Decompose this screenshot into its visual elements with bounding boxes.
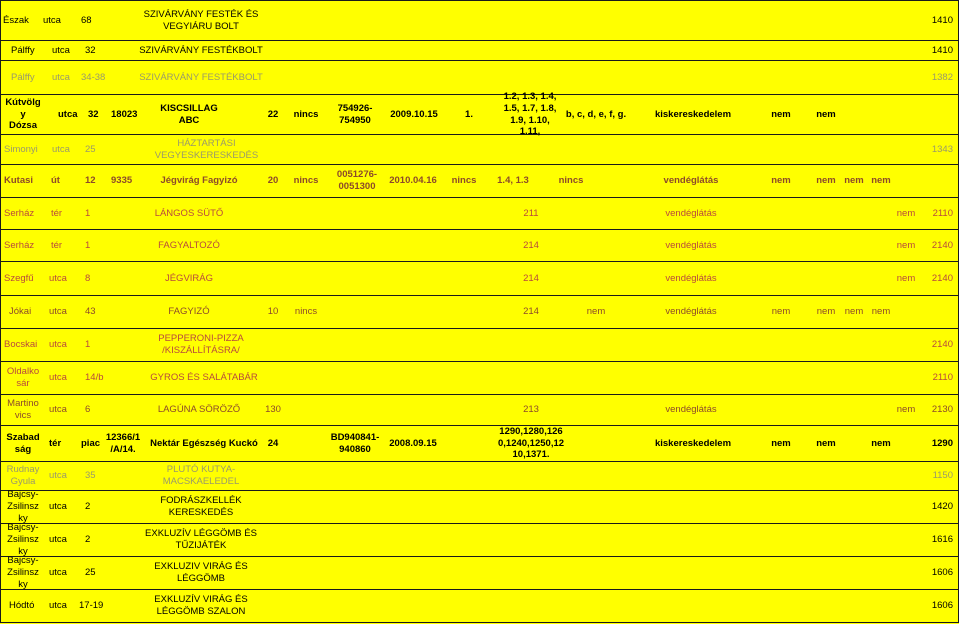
table-cell: 214 — [523, 272, 539, 284]
table-cell: 213 — [523, 404, 539, 416]
table-cell: nincs — [294, 306, 318, 318]
table-cell: nincs — [293, 175, 319, 187]
table-cell: SZIVÁRVÁNY FESTÉK ÉS VEGYIÁRU BOLT — [143, 8, 259, 32]
table-cell: nem — [844, 175, 864, 187]
table-cell: 1410 — [931, 44, 953, 56]
table-cell: 34-38 — [81, 71, 106, 83]
table-cell: Bajcsy- Zsilinsz ky — [7, 522, 39, 557]
table-cell: 1343 — [931, 143, 953, 155]
table-cell: 1606 — [931, 567, 953, 579]
table-cell: PEPPERONI-PIZZA /KISZÁLLÍTÁSRA/ — [158, 333, 244, 356]
table-row — [0, 198, 959, 230]
table-row — [0, 557, 959, 590]
table-cell: utca — [52, 143, 70, 155]
table-row — [0, 135, 959, 165]
table-cell: utca — [49, 404, 67, 416]
table-cell: 1.2, 1.3, 1.4, 1.5, 1.7, 1.8, 1.9, 1.10, 1.11, — [503, 90, 557, 138]
table-cell: LÁNGOS SÜTŐ — [154, 207, 224, 219]
table-cell: 1150 — [932, 470, 953, 482]
table-cell: nincs — [293, 108, 319, 120]
table-cell: Bajcsy- Zsilinsz ky — [7, 555, 39, 590]
table-cell: LAGÚNA SÖRÖZŐ — [157, 404, 241, 416]
table-cell: Rudnay Gyula — [6, 464, 40, 487]
table-cell: 1 — [85, 339, 91, 351]
table-cell: BD940841- 940860 — [330, 431, 380, 455]
table-row — [0, 462, 959, 491]
table-row — [0, 262, 959, 296]
table-cell: 1420 — [931, 501, 953, 513]
table-cell: b, c, d, e, f, g. — [565, 108, 627, 120]
table-row — [0, 590, 959, 623]
table-cell: nem — [896, 239, 916, 251]
table-cell: 1.4, 1.3 — [497, 175, 529, 187]
table-cell: Kutasi — [4, 175, 34, 187]
table-cell: 2 — [85, 501, 91, 513]
table-cell: utca — [49, 501, 67, 513]
table-cell: 32 — [88, 108, 99, 120]
table-row — [0, 426, 959, 462]
table-cell: 214 — [523, 239, 539, 251]
table-cell: Szabad ság — [6, 431, 40, 455]
table-cell: 17-19 — [79, 600, 104, 612]
table-row — [0, 165, 959, 198]
table-cell: Martino vics — [7, 398, 39, 421]
table-cell: 1410 — [931, 14, 953, 26]
table-cell: nem — [771, 437, 791, 449]
table-cell: 68 — [81, 14, 92, 26]
table-cell: nem — [871, 306, 891, 318]
table-cell: Simonyi — [4, 143, 38, 155]
table-cell: Jégvirág Fagyizó — [160, 175, 238, 187]
table-cell: Kútvölg y Dózsa — [5, 96, 41, 132]
table-cell: vendéglátás — [665, 207, 717, 219]
table-cell: nem — [896, 404, 916, 416]
table-cell: nem — [844, 306, 864, 318]
table-cell: 2130 — [931, 404, 953, 416]
table-cell: út — [51, 175, 60, 187]
table-cell: 214 — [523, 306, 539, 318]
table-cell: 14/b — [85, 372, 104, 384]
table-cell: 2140 — [931, 339, 953, 351]
table-cell: 1290 — [931, 437, 953, 449]
table-cell: 32 — [85, 44, 96, 56]
table-cell: 24 — [267, 437, 279, 449]
table-cell: Pálffy — [11, 71, 35, 83]
table-cell: GYROS ÉS SALÁTABÁR — [150, 372, 258, 384]
table-cell: nem — [586, 306, 606, 318]
table-cell: KISCSILLAG ABC — [160, 102, 218, 126]
table-cell: Bocskai — [4, 339, 38, 351]
table-cell: utca — [49, 306, 67, 318]
table-cell: Serház — [4, 207, 35, 219]
table-cell: nincs — [451, 175, 477, 187]
table-cell: nem — [896, 272, 916, 284]
table-cell: 1. — [465, 108, 473, 120]
table-cell: 1616 — [931, 534, 953, 546]
table-cell: 20 — [267, 175, 279, 187]
table-cell: 211 — [523, 207, 539, 219]
table-cell: 25 — [85, 143, 96, 155]
table-cell: utca — [52, 44, 70, 56]
table-cell: Pálffy — [11, 44, 35, 56]
table-cell: 2008.09.15 — [389, 437, 437, 449]
table-cell: EXKLUZÍV LÉGGÖMB ÉS TŰZIJÁTÉK — [145, 528, 257, 551]
table-cell: 10 — [267, 306, 279, 318]
table-row — [0, 230, 959, 262]
table-cell: vendéglátás — [663, 175, 719, 187]
table-cell: SZIVÁRVÁNY FESTÉKBOLT — [139, 71, 263, 83]
table-cell: Hódtó — [9, 600, 35, 612]
table-cell: SZIVÁRVÁNY FESTÉKBOLT — [139, 44, 263, 56]
table-cell: 2110 — [932, 207, 953, 219]
table-cell: 1606 — [931, 600, 953, 612]
table-cell: vendéglátás — [665, 272, 717, 284]
table-cell: FAGYIZÓ — [168, 306, 210, 318]
table-cell: FODRÁSZKELLÉK KERESKEDÉS — [160, 495, 242, 518]
table-row — [0, 395, 959, 426]
table-cell: 35 — [85, 470, 96, 482]
table-row — [0, 41, 959, 61]
table-row — [0, 329, 959, 362]
table-cell: utca — [49, 567, 67, 579]
table-cell: utca — [49, 600, 67, 612]
table-cell: 18023 — [111, 108, 138, 120]
table-cell: JÉGVIRÁG — [164, 272, 214, 284]
table-cell: utca — [58, 108, 78, 120]
table-cell: tér — [51, 239, 63, 251]
table-cell: 8 — [85, 272, 91, 284]
table-cell: tér — [49, 437, 62, 449]
table-cell: nem — [871, 175, 891, 187]
table-cell: 1 — [85, 239, 91, 251]
table-cell: 2110 — [932, 372, 953, 384]
table-cell: 2 — [85, 534, 91, 546]
table-cell: vendéglátás — [665, 239, 717, 251]
table-row — [0, 491, 959, 524]
table-cell: nincs — [558, 175, 584, 187]
table-cell: 1382 — [931, 71, 953, 83]
table-cell: kiskereskedelem — [654, 437, 732, 449]
table-cell: utca — [49, 272, 67, 284]
table-row — [0, 296, 959, 329]
table-cell: vendéglátás — [665, 306, 717, 318]
table-cell: Észak — [3, 14, 29, 26]
table-cell: nem — [816, 108, 836, 120]
table-cell: Oldalko sár — [6, 366, 40, 389]
table-cell: 12366/1 /A/14. — [105, 431, 141, 455]
table-row — [0, 0, 959, 41]
table-cell: Jókai — [9, 306, 32, 318]
table-cell: nem — [771, 306, 791, 318]
table-cell: Szegfű — [4, 272, 34, 284]
table-cell: HÁZTARTÁSI VEGYESKERESKEDÉS — [154, 137, 259, 161]
table-cell: vendéglátás — [665, 404, 717, 416]
table-cell: 2140 — [931, 272, 953, 284]
table-cell: nem — [771, 175, 791, 187]
table-cell: piac — [81, 437, 101, 449]
table-cell: 9335 — [111, 175, 133, 187]
table-row — [0, 90, 959, 138]
table-cell: PLUTÓ KUTYA- MACSKAELEDEL — [162, 464, 240, 487]
table-cell: utca — [52, 71, 70, 83]
table-cell: nem — [896, 207, 916, 219]
table-cell: 43 — [85, 306, 96, 318]
table-cell: nem — [816, 175, 836, 187]
table-cell: nem — [816, 306, 836, 318]
table-cell: EXKLUZÍV VIRÁG ÉS LÉGGÖMB SZALON — [154, 594, 248, 617]
table-cell: nem — [871, 437, 891, 449]
table-cell: 22 — [267, 108, 279, 120]
table-cell: 2009.10.15 — [390, 108, 438, 120]
table-row — [0, 61, 959, 95]
table-cell: utca — [43, 14, 61, 26]
table-cell: nem — [771, 108, 791, 120]
table-cell: utca — [49, 470, 67, 482]
table-cell: FAGYALTOZÓ — [158, 239, 220, 251]
table-cell: Nektár Egészség Kuckó — [150, 437, 258, 449]
table-cell: 2140 — [931, 239, 953, 251]
table-cell: 2010.04.16 — [389, 175, 437, 187]
table-cell: Bajcsy- Zsilinsz ky — [7, 489, 39, 524]
table-cell: utca — [49, 339, 67, 351]
table-cell: 1290,1280,126 0,1240,1250,12 10,1371. — [497, 425, 565, 461]
table-cell: utca — [49, 372, 67, 384]
table-cell: Serház — [4, 239, 35, 251]
table-cell: 6 — [85, 404, 91, 416]
table-cell: 754926- 754950 — [337, 102, 373, 126]
table-cell: EXKLUZIV VIRÁG ÉS LÉGGÖMB — [154, 561, 248, 584]
table-cell: 1 — [85, 207, 91, 219]
table-cell: utca — [49, 534, 67, 546]
table-row — [0, 362, 959, 395]
table-cell: 25 — [85, 567, 96, 579]
table-cell: 0051276- 0051300 — [336, 169, 378, 192]
table-cell: tér — [51, 207, 63, 219]
table-cell: nem — [816, 437, 836, 449]
table-row — [0, 524, 959, 557]
table-cell: kiskereskedelem — [654, 108, 732, 120]
table-cell: 130 — [265, 404, 281, 416]
table-cell: 12 — [85, 175, 96, 187]
